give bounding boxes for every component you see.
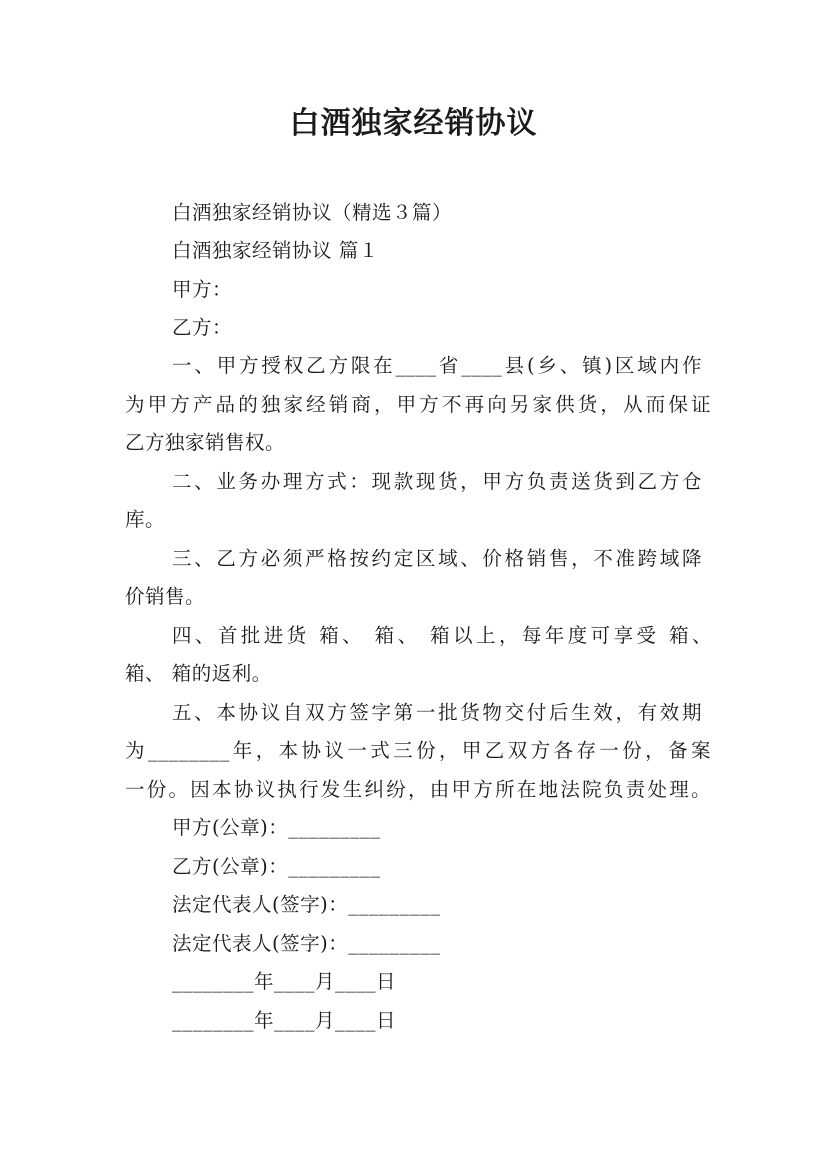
section-heading: 白酒独家经销协议 篇１ xyxy=(172,239,379,262)
legal-rep-signature-line-2: 法定代表人(签字)：_________ xyxy=(172,932,441,955)
party-b-seal-line: 乙方(公章)：_________ xyxy=(172,855,381,878)
clause-2-line-1: 二、业务办理方式：现款现货，甲方负责送货到乙方仓 xyxy=(172,470,702,493)
party-a-label: 甲方： xyxy=(172,278,233,301)
clause-1-line-1: 一、甲方授权乙方限在____省____县(乡、镇)区域内作 xyxy=(172,354,702,377)
date-line-1: ________年____月____日 xyxy=(172,970,397,993)
clause-3-line-2: 价销售。 xyxy=(125,585,206,608)
clause-2-line-2: 库。 xyxy=(125,508,166,531)
document-title: 白酒独家经销协议 xyxy=(289,106,538,141)
clause-1-line-3: 乙方独家销售权。 xyxy=(125,431,286,454)
date-line-2: ________年____月____日 xyxy=(172,1009,397,1032)
document-subtitle: 白酒独家经销协议（精选３篇） xyxy=(172,201,453,224)
party-b-label: 乙方： xyxy=(172,316,233,339)
clause-5-line-2: 为________年，本协议一式三份，甲乙双方各存一份，备案 xyxy=(125,739,711,762)
clause-5-line-3: 一份。因本协议执行发生纠纷，由甲方所在地法院负责处理。 xyxy=(125,778,711,801)
clause-4-line-2: 箱、 箱的返利。 xyxy=(125,662,272,685)
party-a-seal-line: 甲方(公章)：_________ xyxy=(172,816,381,839)
legal-rep-signature-line-1: 法定代表人(签字)：_________ xyxy=(172,893,441,916)
clause-1-line-2: 为甲方产品的独家经销商，甲方不再向另家供货，从而保证 xyxy=(125,393,711,416)
clause-3-line-1: 三、乙方必须严格按约定区域、价格销售，不准跨域降 xyxy=(172,547,702,570)
clause-5-line-1: 五、本协议自双方签字第一批货物交付后生效，有效期 xyxy=(172,701,702,724)
clause-4-line-1: 四、首批进货 箱、 箱、 箱以上，每年度可享受 箱、 xyxy=(172,624,712,647)
